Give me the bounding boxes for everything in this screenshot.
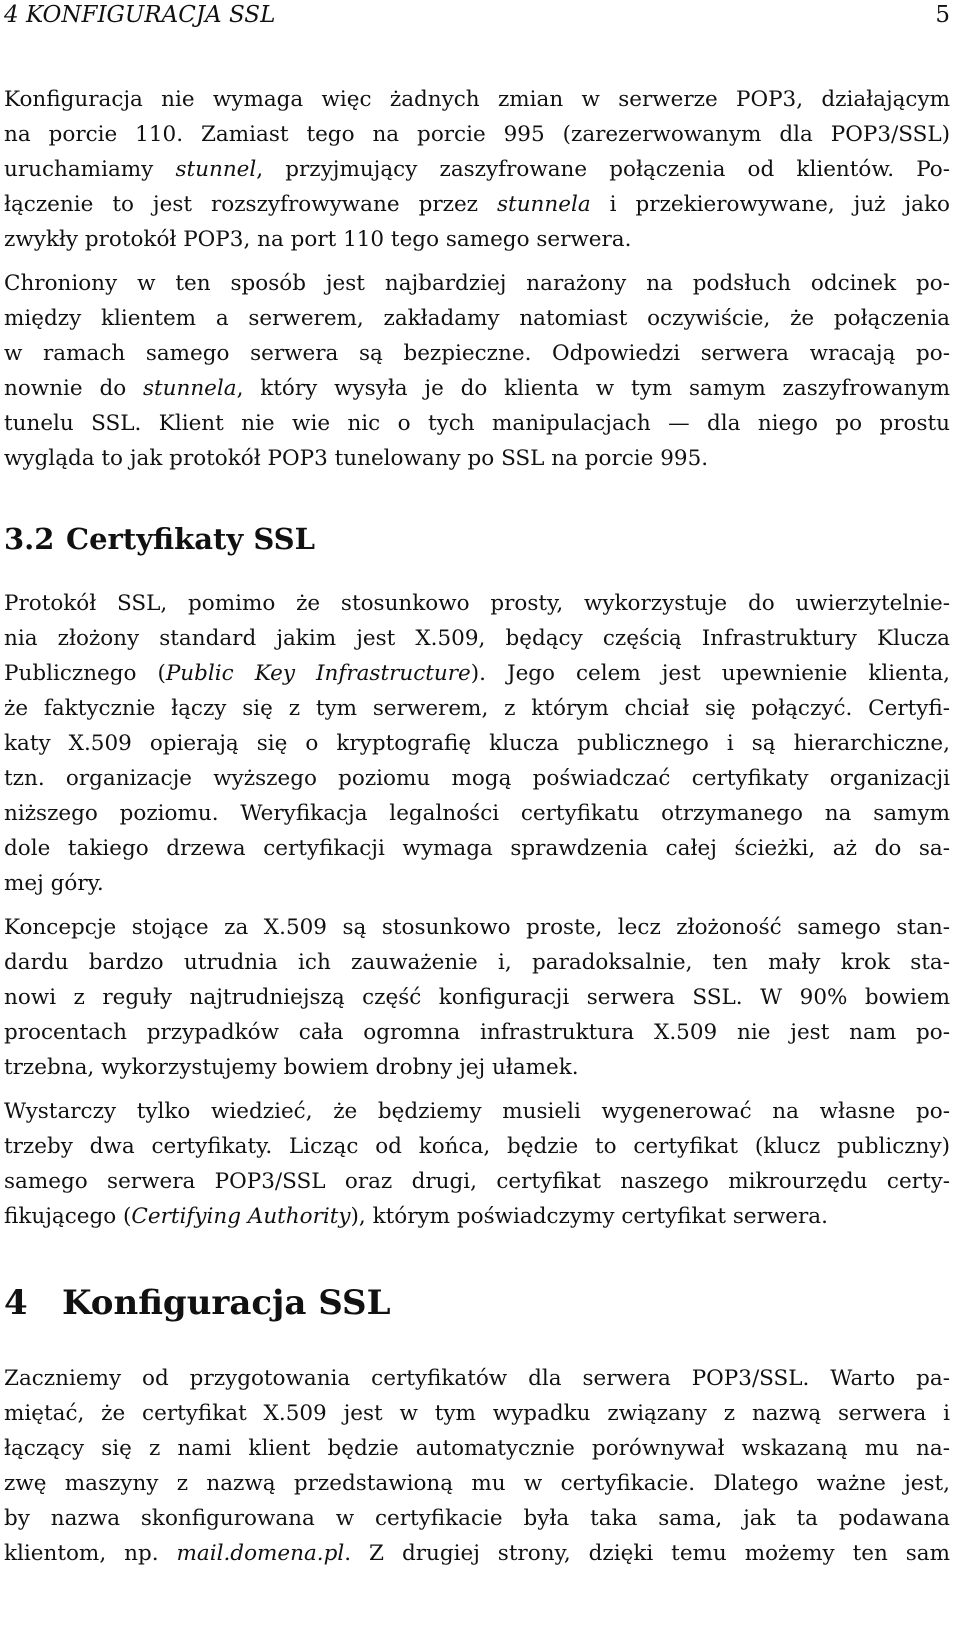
- text-line: dardu bardzo utrudnia ich zauważenie i, paradoksalnie, ten mały krok sta-: [4, 950, 950, 975]
- text-line: Zaczniemy od przygotowania certyfikatów dla serwera POP3/SSL. Warto pa-: [4, 1366, 950, 1391]
- emphasis: Public Key Infrastructure: [165, 661, 471, 686]
- text-line: mej góry.: [4, 871, 104, 896]
- text-line: Konfiguracja nie wymaga więc żadnych zmian w serwerze POP3, działającym: [4, 87, 950, 112]
- text-line: wygląda to jak protokół POP3 tunelowany po SSL na porcie 995.: [4, 446, 709, 471]
- section-heading: [4, 1280, 391, 1326]
- text-line: procentach przypadków cała ogromna infrastruktura X.509 nie jest nam po-: [4, 1020, 950, 1045]
- text-line: dole takiego drzewa certyfikacji wymaga sprawdzenia całej ścieżki, aż do sa-: [4, 836, 950, 861]
- text-line: Protokół SSL, pomimo że stosunkowo prosty, wykorzystuje do uwierzytelnie-: [4, 591, 950, 616]
- running-header-title: 4 KONFIGURACJA SSL: [4, 2, 276, 28]
- emphasis: stunnela: [497, 192, 591, 217]
- text-line: trzebna, wykorzystujemy bowiem drobny jej ułamek.: [4, 1055, 579, 1080]
- subsection-title: Certyfikaty SSL: [66, 522, 316, 556]
- text-line: miętać, że certyfikat X.509 jest w tym wypadku związany z nazwą serwera i: [4, 1401, 950, 1426]
- emphasis: mail.domena.pl: [176, 1541, 345, 1566]
- text-line: fikującego (Certifying Authority), którym poświadczymy certyfikat serwera.: [4, 1204, 828, 1229]
- text-line: uruchamiamy stunnel, przyjmujący zaszyfrowane połączenia od klientów. Po-: [4, 157, 950, 182]
- text-line: nia złożony standard jakim jest X.509, będący częścią Infrastruktury Klucza: [4, 626, 950, 651]
- running-header: [4, 0, 950, 30]
- emphasis: stunnela: [142, 376, 237, 401]
- text-line: nowi z reguły najtrudniejszą część konfiguracji serwera SSL. W 90% bowiem: [4, 985, 950, 1010]
- text-line: niższego poziomu. Weryfikacja legalności certyfikatu otrzymanego na samym: [4, 801, 950, 826]
- text-line: trzeby dwa certyfikaty. Licząc od końca, będzie to certyfikat (klucz publiczny): [4, 1134, 950, 1159]
- text-line: łączący się z nami klient będzie automatycznie porównywał wskazaną mu na-: [4, 1436, 950, 1461]
- text-line: łączenie to jest rozszyfrowywane przez stunnela i przekierowywane, już jako: [4, 192, 950, 217]
- emphasis: stunnel: [175, 157, 257, 182]
- text-line: zwę maszyny z nazwą przedstawioną mu w certyfikacie. Dlatego ważne jest,: [4, 1471, 950, 1496]
- text-line: klientom, np. mail.domena.pl. Z drugiej strony, dzięki temu możemy ten sam: [4, 1541, 950, 1566]
- text-line: zwykły protokół POP3, na port 110 tego samego serwera.: [4, 227, 632, 252]
- emphasis: Certifying Authority: [131, 1204, 351, 1229]
- page-number: 5: [935, 2, 950, 28]
- text-line: samego serwera POP3/SSL oraz drugi, certyfikat naszego mikrourzędu certy-: [4, 1169, 950, 1194]
- subsection-heading: [4, 519, 315, 559]
- text-line: w ramach samego serwera są bezpieczne. Odpowiedzi serwera wracają po-: [4, 341, 950, 366]
- text-line: katy X.509 opierają się o kryptografię klucza publicznego i są hierarchiczne,: [4, 731, 950, 756]
- section-title: Konfiguracja SSL: [62, 1283, 391, 1323]
- text-line: Wystarczy tylko wiedzieć, że będziemy musieli wygenerować na własne po-: [4, 1099, 950, 1124]
- text-line: Publicznego (Public Key Infrastructure). Jego celem jest upewnienie klienta,: [4, 661, 950, 686]
- text-line: Chroniony w ten sposób jest najbardziej narażony na podsłuch odcinek po-: [4, 271, 950, 296]
- text-line: na porcie 110. Zamiast tego na porcie 995 (zarezerwowanym dla POP3/SSL): [4, 122, 950, 147]
- text-line: nownie do stunnela, który wysyła je do klienta w tym samym zaszyfrowanym: [4, 376, 950, 401]
- text-line: Koncepcje stojące za X.509 są stosunkowo proste, lecz złożoność samego stan-: [4, 915, 950, 940]
- text-line: między klientem a serwerem, zakładamy natomiast oczywiście, że połączenia: [4, 306, 950, 331]
- text-line: by nazwa skonfigurowana w certyfikacie była taka sama, jak ta podawana: [4, 1506, 950, 1531]
- subsection-number: 3.2: [4, 522, 55, 556]
- text-line: tzn. organizacje wyższego poziomu mogą poświadczać certyfikaty organizacji: [4, 766, 950, 791]
- text-line: że faktycznie łączy się z tym serwerem, z którym chciał się połączyć. Certyfi-: [4, 696, 950, 721]
- text-line: tunelu SSL. Klient nie wie nic o tych manipulacjach — dla niego po prostu: [4, 411, 950, 436]
- section-number: 4: [4, 1283, 28, 1323]
